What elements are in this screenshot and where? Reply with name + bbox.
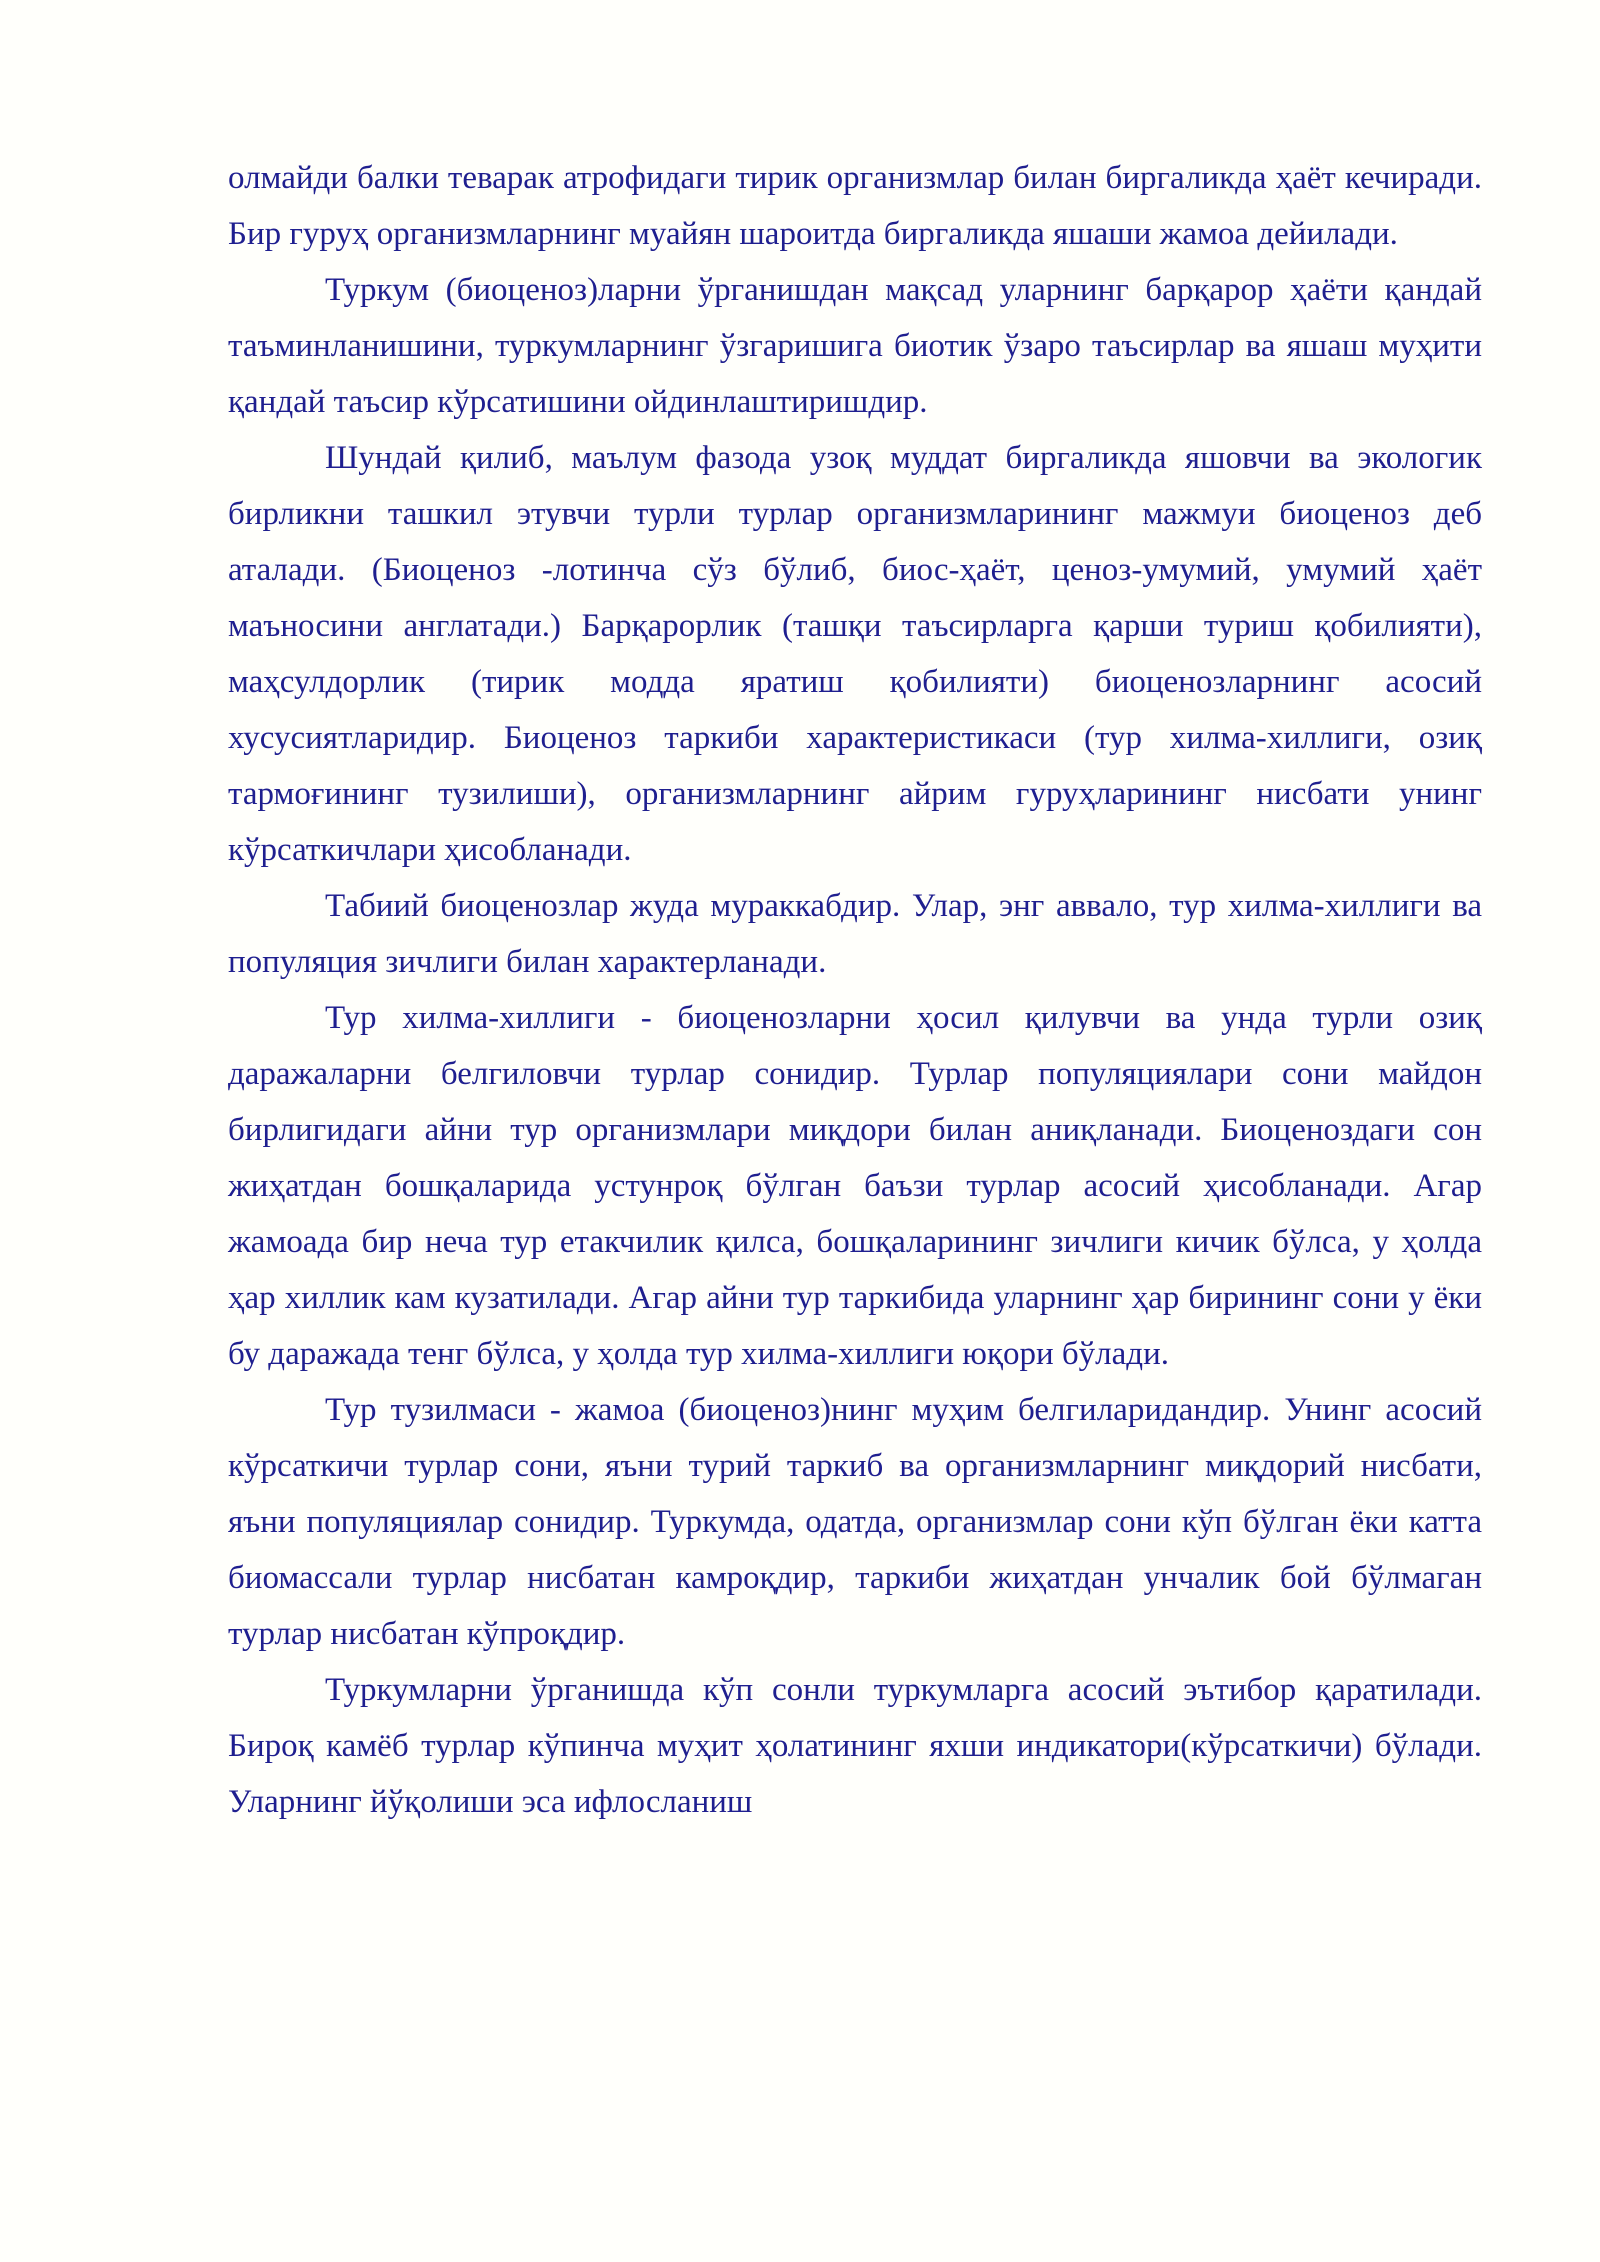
paragraph-4: Табиий биоценозлар жуда мураккабдир. Улар, энг аввало, тур хилма-хиллиги ва популяция зичлиги билан характерланади. <box>228 888 1482 980</box>
paragraph-5: Тур хилма-хиллиги - биоценозларни ҳосил қилувчи ва унда турли озиқ даражаларни белгиловчи турлар сонидир. Турлар популяциялари сони майдон бирлигидаги айни тур организмлари миқдори билан аниқланади. Биоценоздаги сон жиҳатдан бошқаларида устунроқ бўлган баъзи турлар асосий ҳисобланади. Агар жамоада бир неча тур етакчилик қилса, бошқаларининг зичлиги кичик бўлса, у ҳолда ҳар хиллик кам кузатилади. Агар айни тур таркибида уларнинг ҳар бирининг сони у ёки бу даражада тенг бўлса, у ҳолда тур хилма-хиллиги юқори бўлади. <box>228 1000 1482 1372</box>
document-body <box>228 150 1482 1830</box>
paragraph-2: Туркум (биоценоз)ларни ўрганишдан мақсад уларнинг барқарор ҳаёти қандай таъминланишини, туркумларнинг ўзгаришига биотик ўзаро таъсирлар ва яшаш муҳити қандай таъсир кўрсатишини ойдинлаштиришдир. <box>228 272 1482 420</box>
paragraph-7: Туркумларни ўрганишда кўп сонли туркумларга асосий эътибор қаратилади. Бироқ камёб турлар кўпинча муҳит ҳолатининг яхши индикатори(кўрсаткичи) бўлади. Уларнинг йўқолиши эса ифлосланиш <box>228 1672 1482 1820</box>
paragraph-6: Тур тузилмаси - жамоа (биоценоз)нинг муҳим белгиларидандир. Унинг асосий кўрсаткичи турлар сони, яъни турий таркиб ва организмларнинг миқдорий нисбати, яъни популяциялар сонидир. Туркумда, одатда, организмлар сони кўп бўлган ёки катта биомассали турлар нисбатан камроқдир, таркиби жиҳатдан унчалик бой бўлмаган турлар нисбатан кўпроқдир. <box>228 1392 1482 1652</box>
paragraph-1: олмайди балки теварак атрофидаги тирик организмлар билан биргаликда ҳаёт кечиради. Бир гуруҳ организмларнинг муайян шароитда биргаликда яшаши жамоа дейилади. <box>228 160 1482 252</box>
paragraph-3: Шундай қилиб, маълум фазода узоқ муддат биргаликда яшовчи ва экологик бирликни ташкил этувчи турли турлар организмларининг мажмуи биоценоз деб аталади. (Биоценоз -лотинча сўз бўлиб, биос-ҳаёт, ценоз-умумий, умумий ҳаёт маъносини англатади.) Барқарорлик (ташқи таъсирларга қарши туриш қобилияти), маҳсулдорлик (тирик модда яратиш қобилияти) биоценозларнинг асосий хусусиятларидир. Биоценоз таркиби характеристикаси (тур хилма-хиллиги, озиқ тармоғининг тузилиши), организмларнинг айрим гуруҳларининг нисбати унинг кўрсаткичлари ҳисобланади. <box>228 440 1482 868</box>
